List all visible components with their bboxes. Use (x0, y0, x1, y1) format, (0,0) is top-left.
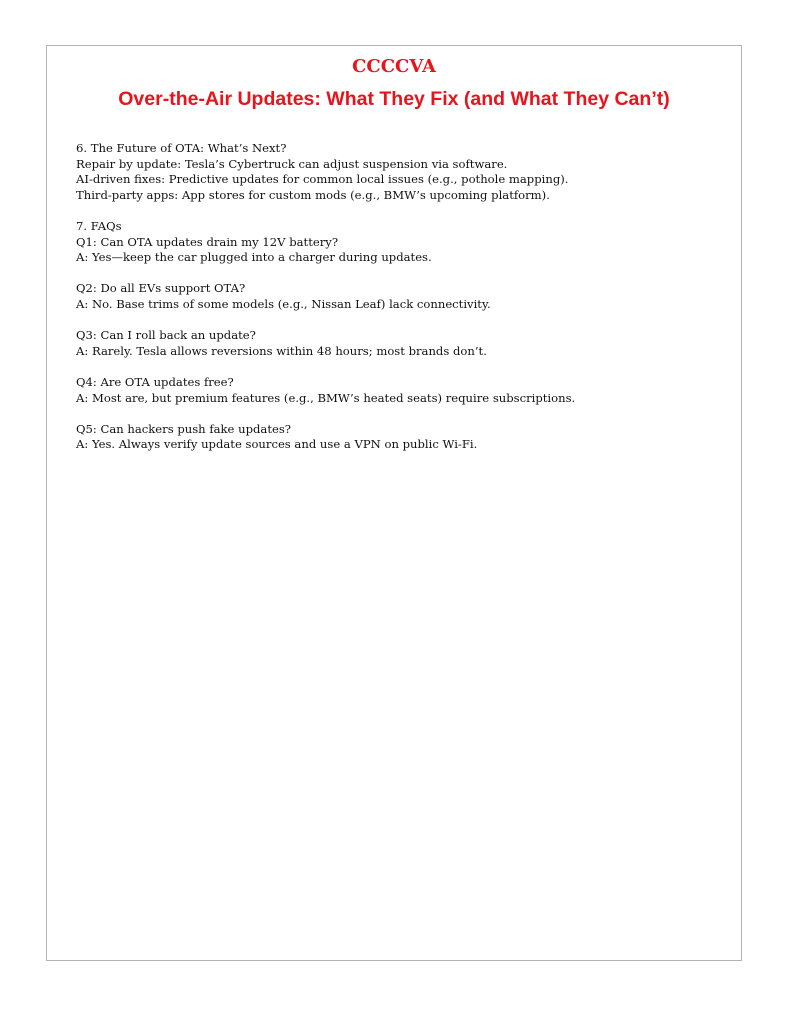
spacer (76, 313, 726, 329)
section-6-item: AI-driven fixes: Predictive updates for common local issues (e.g., pothole mapping). (76, 172, 569, 187)
document-page (46, 45, 742, 961)
faq-answer: A: Rarely. Tesla allows reversions within 48 hours; most brands don’t. (76, 343, 487, 358)
section-6-item: Third-party apps: App stores for custom mods (e.g., BMW’s upcoming platform). (76, 187, 550, 202)
section-7-heading: 7. FAQs (76, 218, 122, 233)
brand-name: CCCCVA (352, 56, 436, 77)
faq-question: Q4: Are OTA updates free? (76, 374, 234, 389)
faq-answer: A: Yes—keep the car plugged into a charger during updates. (76, 250, 432, 265)
section-6-heading: 6. The Future of OTA: What’s Next? (76, 141, 287, 155)
section-6-item: Repair by update: Tesla’s Cybertruck can adjust suspension via software. (76, 156, 508, 171)
faq-answer: A: Most are, but premium features (e.g., BMW’s heated seats) require subscriptions. (76, 390, 576, 405)
spacer (76, 359, 726, 375)
spacer (76, 406, 726, 422)
document-body (76, 141, 726, 453)
spacer (76, 203, 726, 219)
faq-question: Q2: Do all EVs support OTA? (76, 281, 246, 296)
faq-question: Q3: Can I roll back an update? (76, 328, 256, 343)
faq-answer: A: Yes. Always verify update sources and use a VPN on public Wi-Fi. (76, 437, 478, 452)
page-title: Over-the-Air Updates: What They Fix (and What They Can’t) (118, 88, 670, 110)
faq-question: Q1: Can OTA updates drain my 12V battery? (76, 234, 339, 249)
faq-question: Q5: Can hackers push fake updates? (76, 421, 292, 436)
faq-answer: A: No. Base trims of some models (e.g., Nissan Leaf) lack connectivity. (76, 296, 491, 311)
spacer (76, 266, 726, 282)
